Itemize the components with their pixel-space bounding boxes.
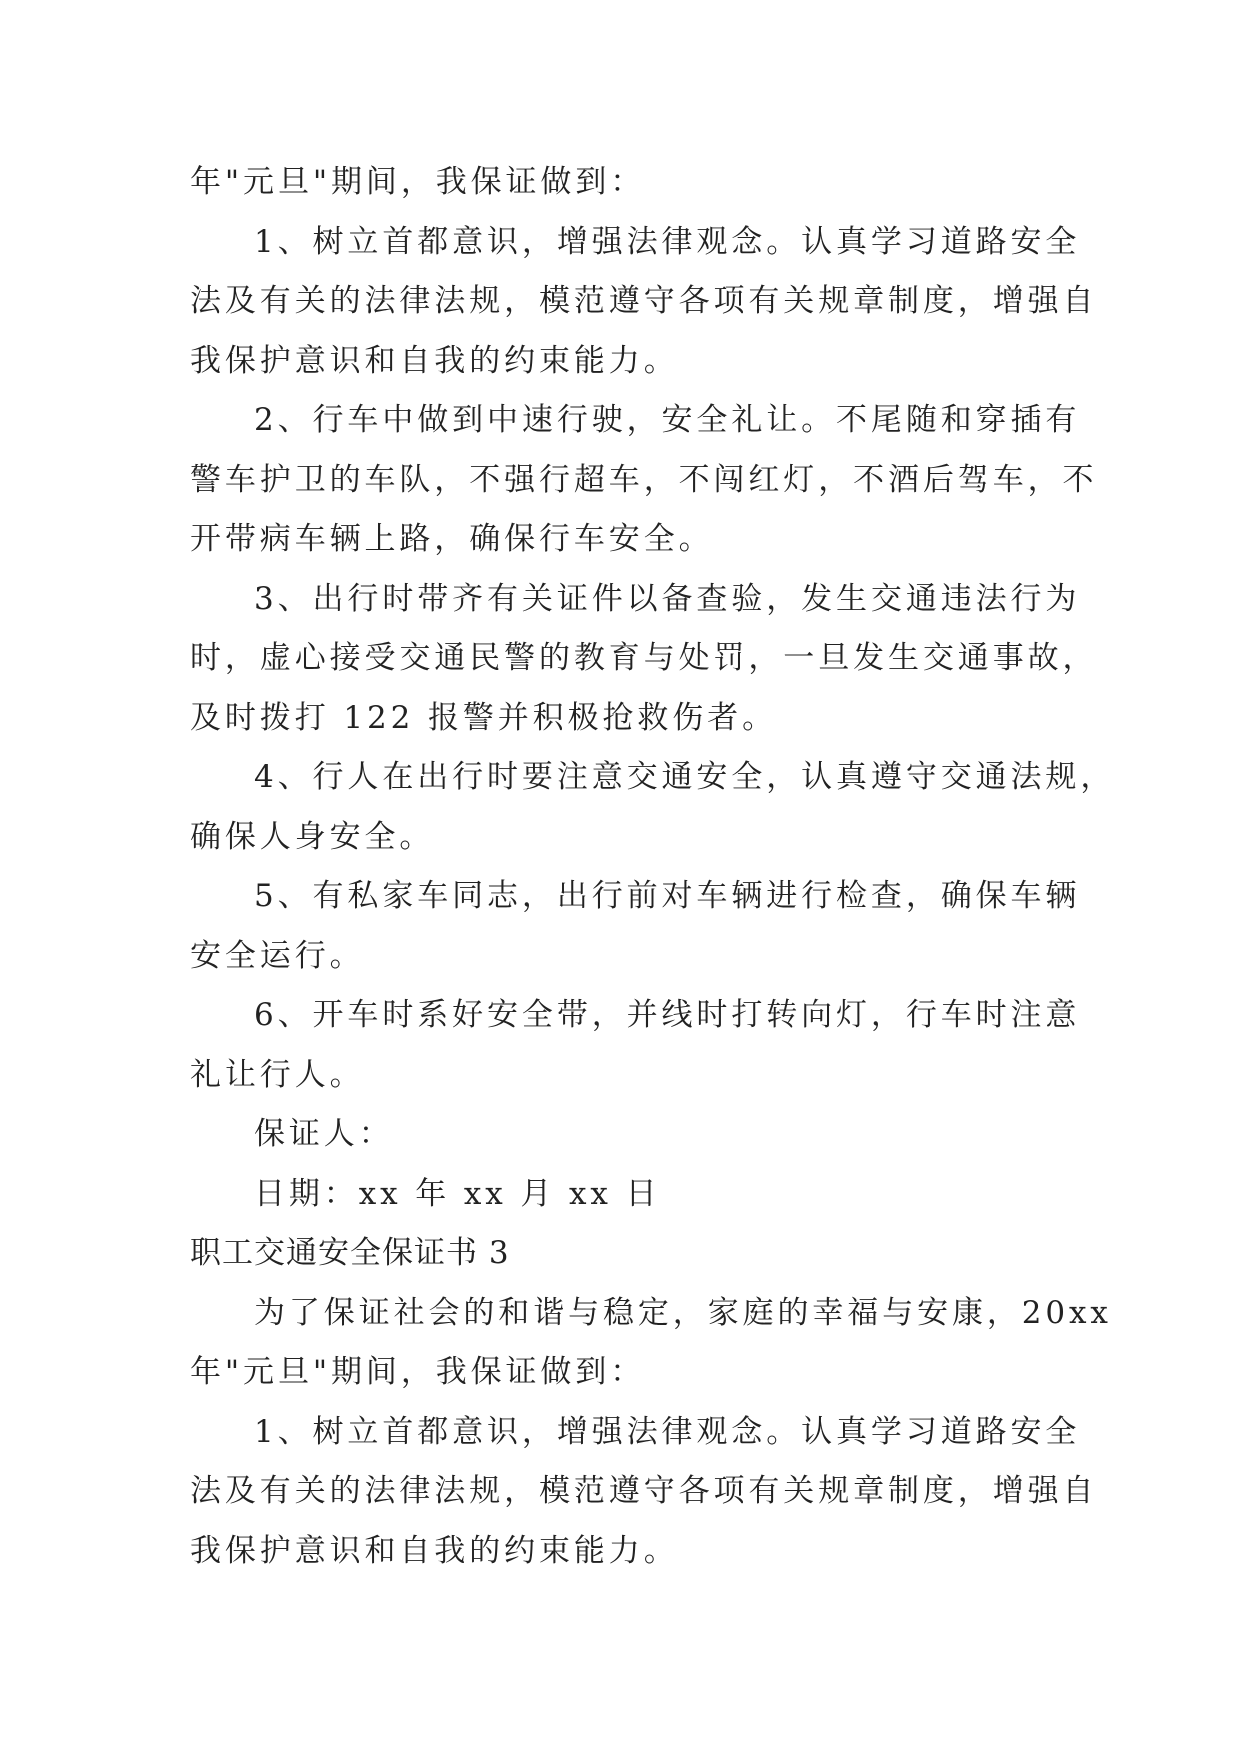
text-line: 1、树立首都意识，增强法律观念。认真学习道路安全	[254, 223, 1081, 260]
text-line: 5、有私家车同志，出行前对车辆进行检查，确保车辆	[254, 878, 1081, 914]
section-title: 职工交通安全保证书 3	[190, 1235, 510, 1271]
text-line: 2、行车中做到中速行驶，安全礼让。不尾随和穿插有	[254, 402, 1081, 438]
text-line: 警车护卫的车队，不强行超车，不闯红灯，不酒后驾车，不	[190, 461, 1098, 498]
text-line: 保证人：	[254, 1116, 394, 1152]
text-line: 安全运行。	[190, 937, 365, 974]
text-line: 礼让行人。	[190, 1056, 365, 1093]
text-line: 开带病车辆上路，确保行车安全。	[190, 521, 714, 557]
text-line: 我保护意识和自我的约束能力。	[190, 1532, 679, 1569]
text-line: 我保护意识和自我的约束能力。	[190, 342, 679, 379]
text-line: 日期：xx 年 xx 月 xx 日	[254, 1175, 661, 1212]
text-line: 确保人身安全。	[190, 818, 435, 855]
text-line: 时，虚心接受交通民警的教育与处罚，一旦发生交通事故，	[190, 640, 1098, 676]
text-line: 1、树立首都意识，增强法律观念。认真学习道路安全	[254, 1413, 1081, 1450]
text-line: 及时拨打 122 报警并积极抢救伤者。	[190, 699, 777, 736]
document-body	[190, 153, 1116, 1581]
text-line: 年"元旦"期间，我保证做到：	[190, 1354, 646, 1390]
text-line: 法及有关的法律法规，模范遵守各项有关规章制度，增强自	[190, 283, 1098, 319]
text-line: 3、出行时带齐有关证件以备查验，发生交通违法行为	[254, 580, 1081, 617]
text-line: 法及有关的法律法规，模范遵守各项有关规章制度，增强自	[190, 1473, 1098, 1509]
text-line: 年"元旦"期间，我保证做到：	[190, 164, 646, 200]
text-line: 6、开车时系好安全带，并线时打转向灯，行车时注意	[254, 997, 1081, 1033]
text-line: 为了保证社会的和谐与稳定，家庭的幸福与安康，20xx	[254, 1294, 1112, 1331]
text-line: 4、行人在出行时要注意交通安全，认真遵守交通法规，	[254, 759, 1116, 795]
